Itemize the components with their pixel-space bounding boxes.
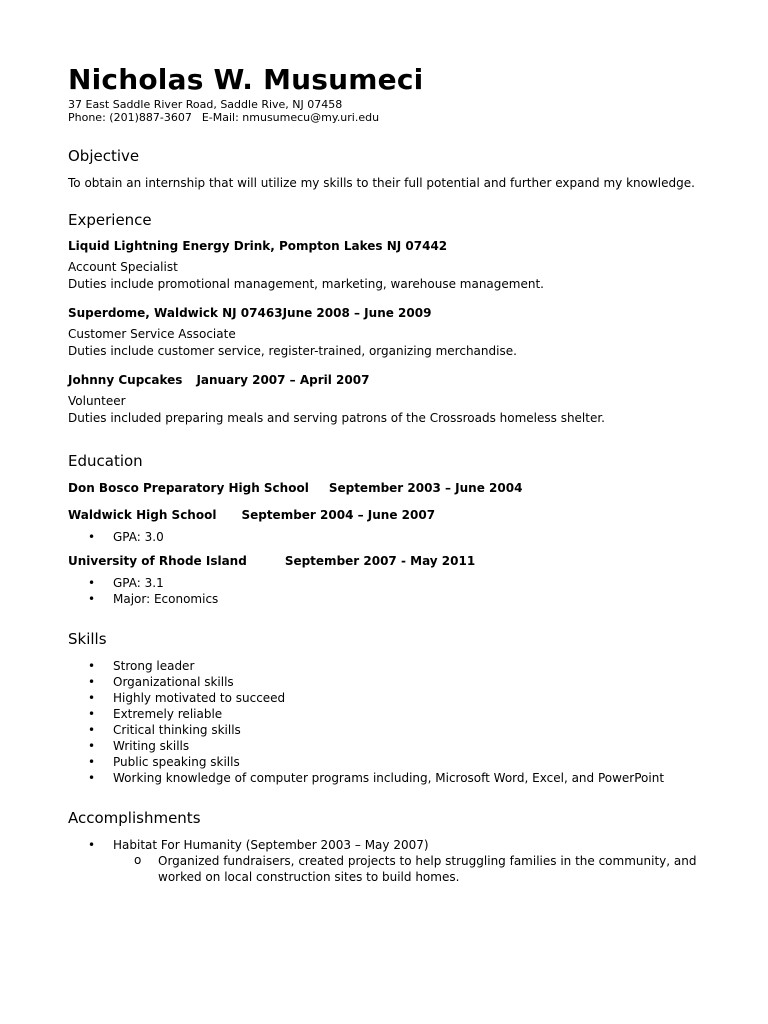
job-employer: Johnny Cupcakes [68, 373, 183, 387]
list-item: • GPA: 3.1 [68, 575, 708, 591]
accomplishments-list [68, 837, 708, 885]
candidate-name: Nicholas W. Musumeci [68, 63, 424, 96]
accomplishment-text: Habitat For Humanity (September 2003 – May 2007) [113, 838, 429, 852]
school-name: University of Rhode Island [68, 554, 247, 568]
job-employer: Liquid Lightning Energy Drink, Pompton Lakes NJ 07442 [68, 239, 448, 253]
email-address: E-Mail: nmusumecu@my.uri.edu [201, 111, 380, 124]
job-entry [68, 372, 708, 427]
list-item: • Critical thinking skills [68, 722, 708, 738]
objective-text: To obtain an internship that will utilize my skills to their full potential and further expand my knowledge. [68, 176, 695, 190]
education-heading: Education [68, 452, 143, 470]
job-dates: June 2008 – June 2009 [282, 306, 432, 320]
job-role: Customer Service Associate [68, 327, 236, 341]
list-item [68, 837, 708, 885]
job-employer: Superdome, Waldwick NJ 07463 [68, 306, 283, 320]
job-role: Volunteer [68, 394, 126, 408]
job-dates: January 2007 – April 2007 [196, 373, 370, 387]
accomplishments-heading: Accomplishments [68, 809, 201, 827]
list-item: • Extremely reliable [68, 706, 708, 722]
resume-page [68, 62, 708, 885]
job-duties: Duties included preparing meals and serving patrons of the Crossroads homeless shelter. [68, 411, 605, 425]
school-details [68, 529, 708, 545]
job-role: Account Specialist [68, 260, 178, 274]
school-details [68, 575, 708, 607]
contact-line [68, 111, 708, 124]
list-item: • GPA: 3.0 [68, 529, 708, 545]
accomplishment-sub-list [68, 853, 708, 885]
experience-heading: Experience [68, 211, 152, 229]
job-duties: Duties include promotional management, marketing, warehouse management. [68, 277, 544, 291]
school-line [68, 480, 708, 497]
sub-list-item: o Organized fundraisers, created projects to help struggling families in the community, and worked on local construction sites to build homes. [68, 853, 708, 885]
job-entry [68, 305, 708, 360]
job-employer-line [68, 305, 708, 322]
job-employer-line [68, 238, 708, 255]
skills-heading: Skills [68, 630, 107, 648]
job-entry [68, 238, 708, 293]
list-item: • Strong leader [68, 658, 708, 674]
objective-heading: Objective [68, 147, 140, 165]
school-dates: September 2003 – June 2004 [328, 481, 523, 495]
list-item: • Major: Economics [68, 591, 708, 607]
school-dates: September 2004 – June 2007 [241, 508, 436, 522]
school-name: Waldwick High School [68, 508, 217, 522]
school-line [68, 553, 708, 570]
school-line [68, 507, 708, 524]
school-dates: September 2007 - May 2011 [284, 554, 476, 568]
job-employer-line [68, 372, 708, 389]
list-item: • Organizational skills [68, 674, 708, 690]
phone-number: Phone: (201)887-3607 [68, 111, 192, 124]
list-item: • Highly motivated to succeed [68, 690, 708, 706]
list-item: • Writing skills [68, 738, 708, 754]
skills-list [68, 658, 708, 786]
school-name: Don Bosco Preparatory High School [68, 481, 309, 495]
address-line: 37 East Saddle River Road, Saddle Rive, NJ 07458 [68, 98, 343, 111]
list-item: • Working knowledge of computer programs including, Microsoft Word, Excel, and PowerPoint [68, 770, 708, 786]
job-duties: Duties include customer service, register-trained, organizing merchandise. [68, 344, 517, 358]
list-item: • Public speaking skills [68, 754, 708, 770]
